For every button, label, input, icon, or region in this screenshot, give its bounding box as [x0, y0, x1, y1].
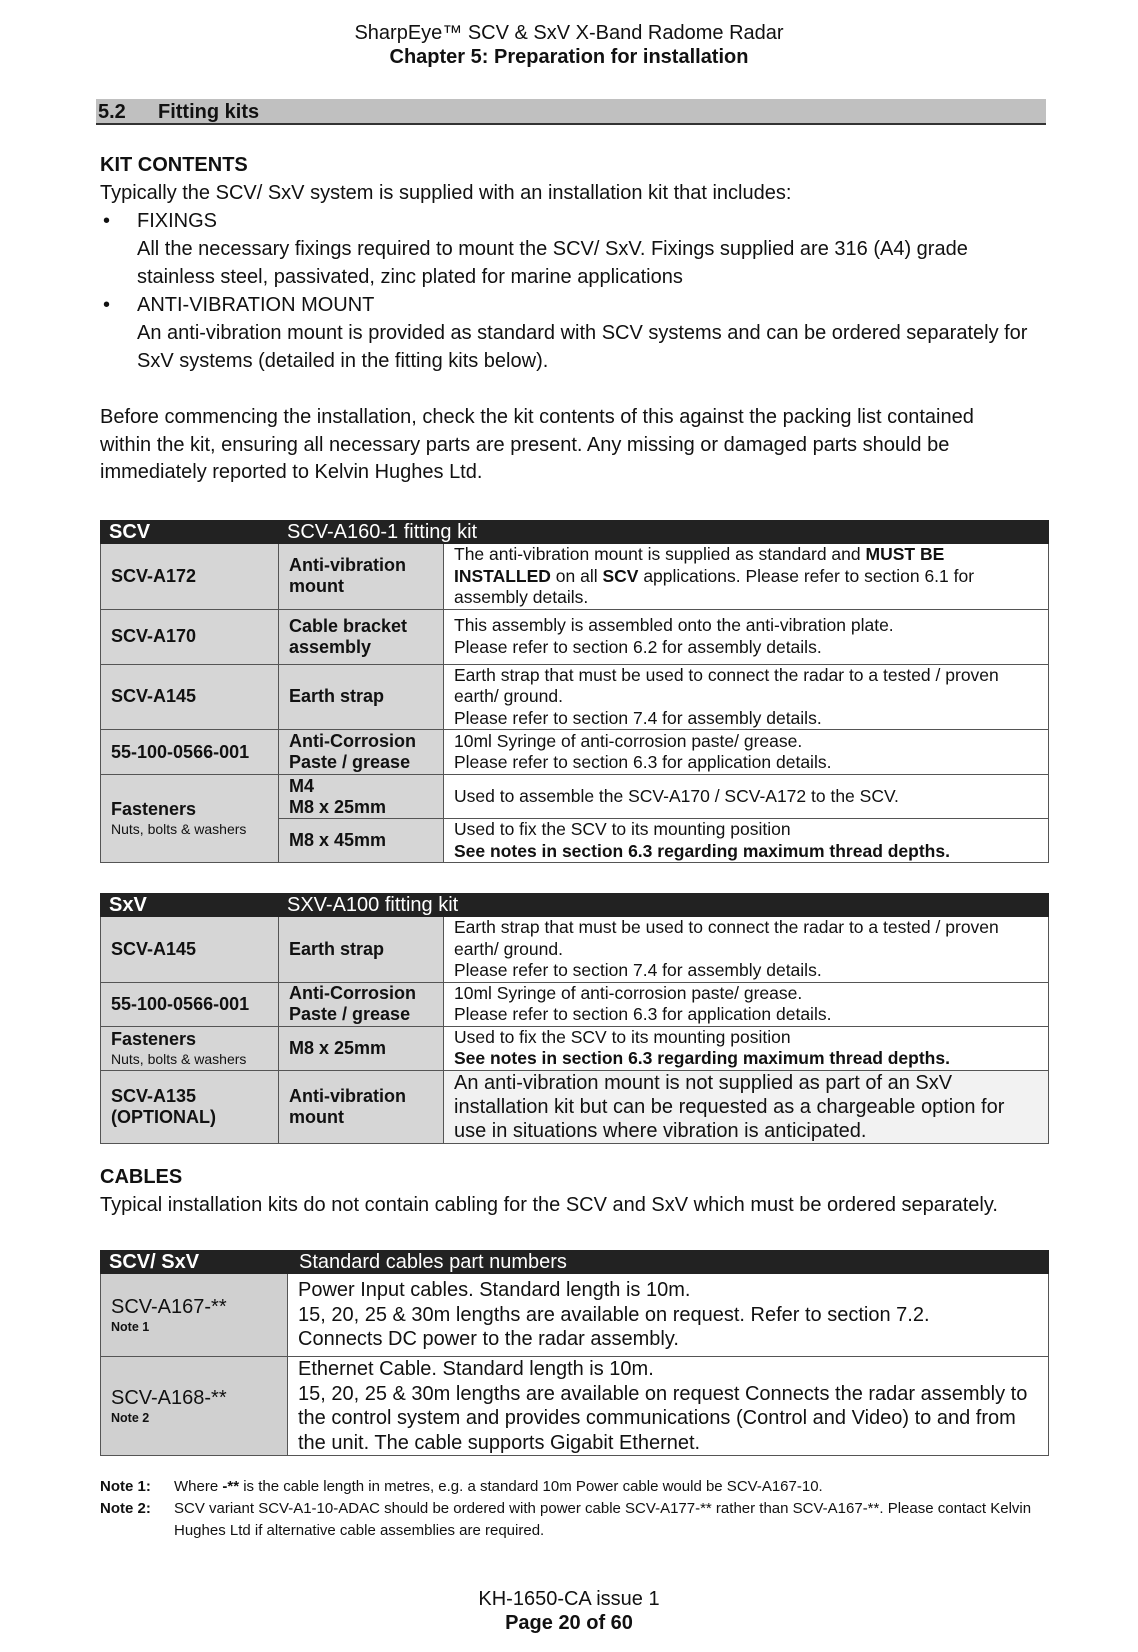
part-name: Anti-Corrosion Paste / grease [279, 730, 444, 775]
table-row [101, 1357, 1049, 1456]
cable-table [100, 1250, 1049, 1456]
part-name: Anti-Corrosion Paste / grease [279, 982, 444, 1026]
table-row [101, 775, 1049, 819]
table-row [101, 1274, 1049, 1357]
cable-description: Ethernet Cable. Standard length is 10m. 15, 20, 25 & 30m lengths are available on request Connects the radar assembly to the control system and provides communications (Control and Video) to and from the unit. The cable supports Gigabit Ethernet. [288, 1357, 1049, 1456]
part-number: SCV-A145 [101, 917, 279, 983]
kit-item-title: FIXINGS [137, 210, 218, 232]
part-description: Earth strap that must be used to connect the radar to a tested / proven earth/ ground. Please refer to section 7.4 for assembly details. [444, 664, 1049, 730]
part-number: SCV-A170 [101, 609, 279, 664]
table-row [101, 982, 1049, 1026]
part-number: SCV-A172 [101, 544, 279, 610]
part-number: Fasteners Nuts, bolts & washers [101, 775, 279, 863]
footnote-2 [100, 1498, 1060, 1542]
cables-intro: Typical installation kits do not contain cabling for the SCV and SxV which must be ordered separately. [100, 1194, 998, 1216]
kit-item-desc: All the necessary fixings required to mount the SCV/ SxV. Fixings supplied are 316 (A4) grade stainless steel, passivated, zinc plated for marine applications [137, 238, 968, 288]
kit-contents-intro: Typically the SCV/ SxV system is supplied with an installation kit that includes: [100, 182, 792, 204]
part-description: 10ml Syringe of anti-corrosion paste/ grease. Please refer to section 6.3 for application details. [444, 730, 1049, 775]
part-number: SCV-A135 (OPTIONAL) [101, 1070, 279, 1143]
part-name: Anti-vibration mount [279, 1070, 444, 1143]
footnote-text: SCV variant SCV-A1-10-ADAC should be ordered with power cable SCV-A177-** rather than SCV-A167-**. Please contact Kelvin Hughes Ltd if alternative cable assemblies are required. [174, 1500, 1032, 1539]
bullet-icon: • [103, 294, 111, 316]
table-head-right: SCV-A160-1 fitting kit [279, 521, 1049, 544]
cables-heading: CABLES [100, 1166, 183, 1188]
part-size: M8 x 25mm [279, 1026, 444, 1070]
footnote-label: Note 2: [100, 1500, 151, 1517]
section-title: Fitting kits [158, 101, 260, 123]
footer-page-number: Page 20 of 60 [505, 1612, 633, 1634]
cable-part-number: SCV-A167-** Note 1 [101, 1274, 288, 1357]
check-paragraph: Before commencing the installation, check the kit contents of this against the packing list contained within the kit, ensuring all necessary parts are present. Any missing or damaged parts should be immediately reported to Kelvin Hughes Ltd. [100, 406, 974, 483]
footer-doc-id: KH-1650-CA issue 1 [478, 1588, 660, 1610]
part-number: 55-100-0566-001 [101, 982, 279, 1026]
part-number: Fasteners Nuts, bolts & washers [101, 1026, 279, 1070]
part-size: M8 x 45mm [279, 819, 444, 863]
kit-item-title: ANTI-VIBRATION MOUNT [137, 294, 375, 316]
part-number: SCV-A145 [101, 664, 279, 730]
part-name: Cable bracket assembly [279, 609, 444, 664]
table-row [101, 1026, 1049, 1070]
part-name: Earth strap [279, 664, 444, 730]
part-description: The anti-vibration mount is supplied as standard and MUST BE INSTALLED on all SCV applications. Please refer to section 6.1 for assembly details. [444, 544, 1049, 610]
table-head-right: Standard cables part numbers [288, 1251, 1049, 1274]
part-description: Used to assemble the SCV-A170 / SCV-A172 to the SCV. [444, 775, 1049, 819]
table-header-row [101, 521, 1049, 544]
sxv-fitting-kit-table [100, 893, 1049, 1144]
table-row [101, 730, 1049, 775]
part-description: 10ml Syringe of anti-corrosion paste/ grease. Please refer to section 6.3 for application details. [444, 982, 1049, 1026]
table-header-row [101, 894, 1049, 917]
footnote-label: Note 1: [100, 1478, 151, 1495]
table-head-left: SCV/ SxV [101, 1251, 288, 1274]
table-row [101, 609, 1049, 664]
table-row [101, 917, 1049, 983]
kit-item-desc: An anti-vibration mount is provided as standard with SCV systems and can be ordered separately for SxV systems (detailed in the fitting kits below). [137, 322, 1028, 372]
footnote-1 [100, 1476, 1060, 1498]
footnote-text: Where -** is the cable length in metres, e.g. a standard 10m Power cable would be SCV-A167-10. [174, 1478, 823, 1495]
part-description: This assembly is assembled onto the anti-vibration plate. Please refer to section 6.2 for assembly details. [444, 609, 1049, 664]
part-number: 55-100-0566-001 [101, 730, 279, 775]
table-head-left: SxV [101, 894, 279, 917]
table-head-left: SCV [101, 521, 279, 544]
chapter-title: Chapter 5: Preparation for installation [389, 46, 749, 68]
cable-description: Power Input cables. Standard length is 10m. 15, 20, 25 & 30m lengths are available on request. Refer to section 7.2. Connects DC power to the radar assembly. [288, 1274, 1049, 1357]
part-name: Anti-vibration mount [279, 544, 444, 610]
section-heading-bar [96, 99, 1046, 125]
kit-contents-heading: KIT CONTENTS [100, 154, 248, 176]
part-description: An anti-vibration mount is not supplied as part of an SxV installation kit but can be requested as a chargeable option for use in situations where vibration is anticipated. [444, 1070, 1049, 1143]
section-number: 5.2 [98, 101, 126, 123]
part-size: M4 M8 x 25mm [279, 775, 444, 819]
table-row [101, 664, 1049, 730]
cable-part-number: SCV-A168-** Note 2 [101, 1357, 288, 1456]
table-header-row [101, 1251, 1049, 1274]
bullet-icon: • [103, 210, 111, 232]
doc-title: SharpEye™ SCV & SxV X-Band Radome Radar [354, 22, 784, 44]
table-head-right: SXV-A100 fitting kit [279, 894, 1049, 917]
table-row [101, 544, 1049, 610]
scv-fitting-kit-table [100, 520, 1049, 863]
part-description: Used to fix the SCV to its mounting position See notes in section 6.3 regarding maximum thread depths. [444, 819, 1049, 863]
table-row [101, 1070, 1049, 1143]
part-name: Earth strap [279, 917, 444, 983]
part-description: Earth strap that must be used to connect the radar to a tested / proven earth/ ground. Please refer to section 7.4 for assembly details. [444, 917, 1049, 983]
part-description: Used to fix the SCV to its mounting position See notes in section 6.3 regarding maximum thread depths. [444, 1026, 1049, 1070]
